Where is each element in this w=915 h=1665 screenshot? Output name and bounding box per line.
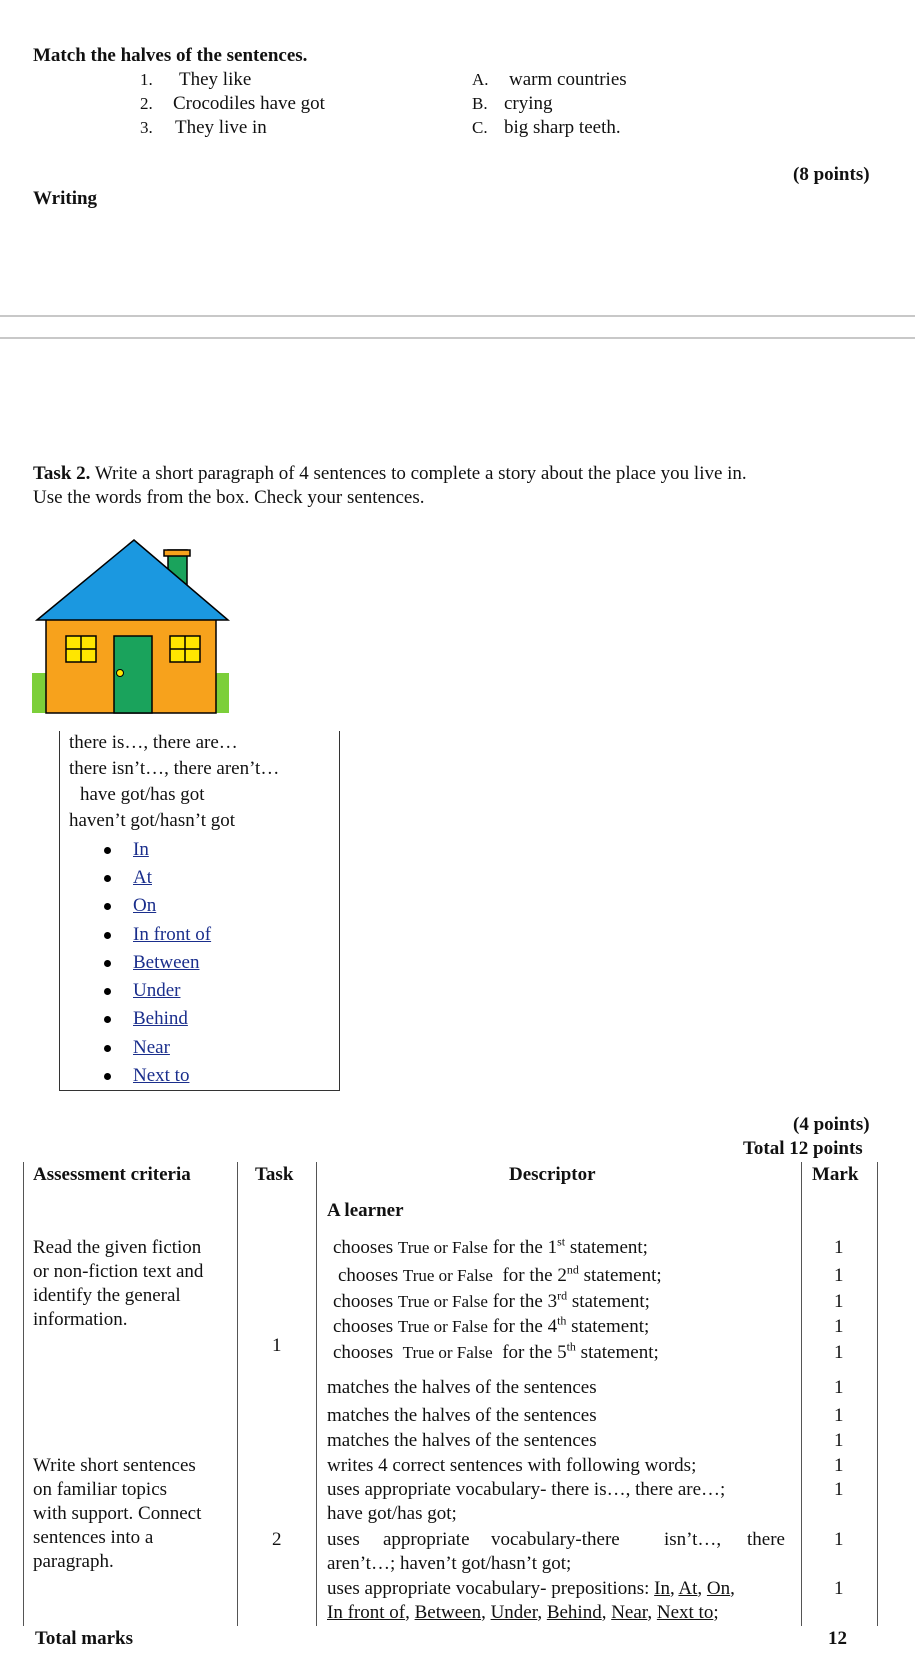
prep-at: At	[133, 867, 152, 888]
prep-under: Under	[133, 980, 181, 1001]
match-right-c: big sharp teeth.	[504, 117, 621, 138]
descriptor-vocab2-w3: vocabulary-there	[491, 1529, 620, 1550]
prep-near: Near	[133, 1037, 170, 1058]
writing-title: Writing	[33, 188, 98, 209]
phrase-havent-got: haven’t got/hasn’t got	[69, 810, 236, 831]
table-border-left	[23, 1162, 24, 1626]
mark-3: 1	[834, 1291, 844, 1312]
mark-6: 1	[834, 1377, 844, 1398]
descriptor-tf-1: chooses True or False for the 1st statement;	[333, 1234, 648, 1258]
separator-top	[0, 315, 915, 317]
criteria2-line3: with support. Connect	[33, 1503, 202, 1524]
prep-behind: Behind	[133, 1008, 188, 1029]
bullet-icon	[104, 932, 111, 939]
match-points: (8 points)	[793, 164, 870, 185]
bullet-icon	[104, 1016, 111, 1023]
task-points: (4 points)	[793, 1114, 870, 1135]
descriptor-tf-3: chooses True or False for the 3rd statement;	[333, 1288, 650, 1312]
descriptor-tf-5: chooses True or False for the 5th statement;	[333, 1339, 659, 1363]
prep-between: Between	[133, 952, 200, 973]
mark-7: 1	[834, 1405, 844, 1426]
descriptor-writes: writes 4 correct sentences with following words;	[327, 1455, 697, 1476]
prep-in: In	[133, 839, 149, 860]
prep-on: On	[133, 895, 157, 916]
criteria2-line1: Write short sentences	[33, 1455, 196, 1476]
descriptor-match-3: matches the halves of the sentences	[327, 1430, 597, 1451]
descriptor-vocab2-w5: there	[747, 1529, 785, 1550]
house-illustration	[32, 538, 232, 714]
descriptor-vocab3-line1: uses appropriate vocabulary- prepositions: In, At, On,	[327, 1578, 735, 1599]
phrase-there-isnt: there isn’t…, there aren’t…	[69, 758, 280, 779]
task-number-2: 2	[272, 1529, 282, 1550]
table-divider-2	[316, 1162, 317, 1626]
criteria2-line2: on familiar topics	[33, 1479, 168, 1500]
header-criteria: Assessment criteria	[33, 1164, 191, 1185]
phrase-have-got: have got/has got	[80, 784, 205, 805]
descriptor-vocab1-line1: uses appropriate vocabulary- there is…, there are…;	[327, 1479, 726, 1500]
bullet-icon	[104, 903, 111, 910]
criteria2-line4: sentences into a	[33, 1527, 154, 1548]
task2-label: Task 2.	[33, 463, 91, 484]
match-left-2: Crocodiles have got	[173, 93, 325, 114]
match-left-3: They live in	[175, 117, 267, 138]
descriptor-match-1: matches the halves of the sentences	[327, 1377, 597, 1398]
total-marks-label: Total marks	[35, 1628, 134, 1649]
mark-10: 1	[834, 1479, 844, 1500]
phrase-there-is: there is…, there are…	[69, 732, 238, 753]
mark-1: 1	[834, 1237, 844, 1258]
header-descriptor: Descriptor	[509, 1164, 596, 1185]
descriptor-vocab3-line2: In front of, Between, Under, Behind, Near, Next to;	[327, 1602, 719, 1623]
mark-4: 1	[834, 1316, 844, 1337]
bullet-icon	[104, 1073, 111, 1080]
bullet-icon	[104, 847, 111, 854]
criteria2-line5: paragraph.	[33, 1551, 114, 1572]
mark-8: 1	[834, 1430, 844, 1451]
descriptor-tf-4: chooses True or False for the 4th statement;	[333, 1313, 650, 1337]
table-divider-1	[237, 1162, 238, 1626]
match-left-num-2: 2.	[140, 94, 153, 113]
total-marks-value: 12	[828, 1628, 847, 1649]
match-right-letter-b: B.	[472, 94, 488, 113]
mark-11: 1	[834, 1529, 844, 1550]
descriptor-match-2: matches the halves of the sentences	[327, 1405, 597, 1426]
header-task: Task	[255, 1164, 294, 1185]
mark-9: 1	[834, 1455, 844, 1476]
mark-12: 1	[834, 1578, 844, 1599]
bullet-icon	[104, 1045, 111, 1052]
learner-label: A learner	[327, 1200, 404, 1221]
table-border-right	[877, 1162, 878, 1626]
match-right-letter-c: C.	[472, 118, 488, 137]
match-left-num-1: 1.	[140, 70, 153, 89]
descriptor-vocab2-w4: isn’t…,	[664, 1529, 722, 1550]
prep-next-to: Next to	[133, 1065, 190, 1086]
descriptor-vocab2-w1: uses	[327, 1529, 360, 1550]
descriptor-vocab1-line2: have got/has got;	[327, 1503, 457, 1524]
task2-instruction: Write a short paragraph of 4 sentences to complete a story about the place you live in.	[94, 463, 747, 484]
descriptor-tf-2: chooses True or False for the 2nd statement;	[338, 1262, 662, 1286]
criteria1-line3: identify the general	[33, 1285, 181, 1306]
mark-2: 1	[834, 1265, 844, 1286]
bullet-icon	[104, 988, 111, 995]
prep-in-front-of: In front of	[133, 924, 212, 945]
match-right-letter-a: A.	[472, 70, 489, 89]
bullet-icon	[104, 875, 111, 882]
task2-line2: Use the words from the box. Check your sentences.	[33, 487, 425, 508]
mark-5: 1	[834, 1342, 844, 1363]
descriptor-vocab2-w2: appropriate	[383, 1529, 470, 1550]
criteria1-line2: or non-fiction text and	[33, 1261, 204, 1282]
separator-bottom	[0, 337, 915, 339]
match-left-num-3: 3.	[140, 118, 153, 137]
criteria1-line1: Read the given fiction	[33, 1237, 202, 1258]
match-right-b: crying	[504, 93, 553, 114]
table-divider-3	[801, 1162, 802, 1626]
task2-line1	[33, 464, 747, 483]
descriptor-vocab2-line2: aren’t…; haven’t got/hasn’t got;	[327, 1553, 572, 1574]
total-points: Total 12 points	[743, 1138, 863, 1159]
bullet-icon	[104, 960, 111, 967]
match-left-1: They like	[179, 69, 252, 90]
match-right-a: warm countries	[509, 69, 627, 90]
task-number-1: 1	[272, 1335, 282, 1356]
criteria1-line4: information.	[33, 1309, 128, 1330]
header-mark: Mark	[812, 1164, 859, 1185]
match-title: Match the halves of the sentences.	[33, 45, 308, 66]
